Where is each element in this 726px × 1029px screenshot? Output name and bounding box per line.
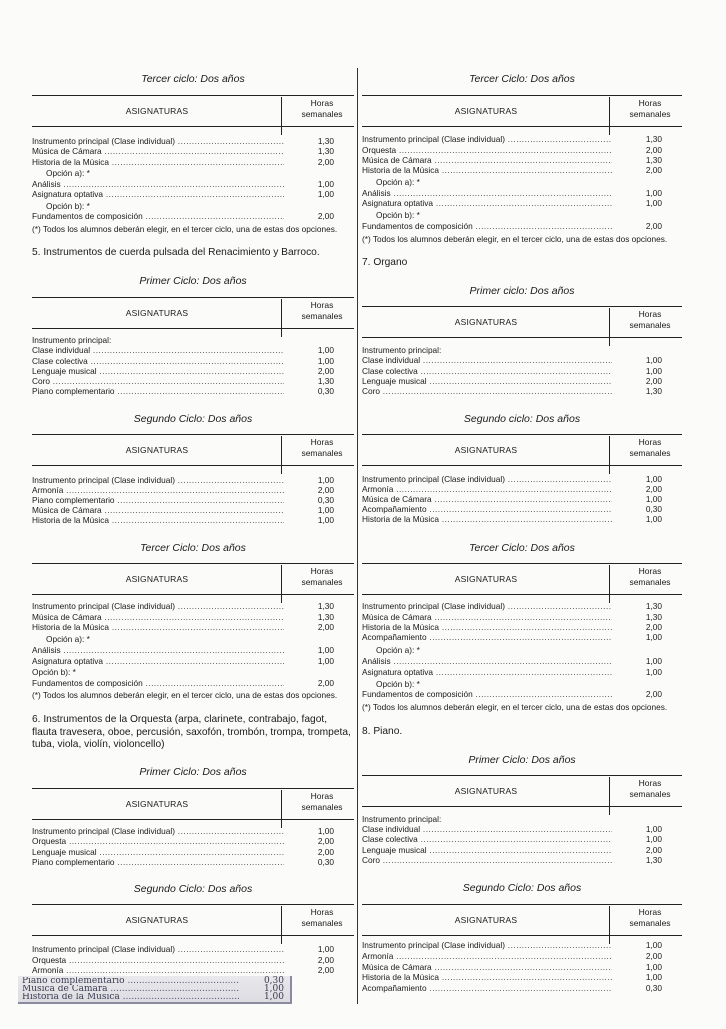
table-row [362, 940, 682, 951]
row-value: 1,30 [645, 386, 662, 396]
row-value: 2,00 [317, 366, 334, 376]
section-7-heading: 7. Organo [362, 257, 408, 268]
table-row [362, 514, 682, 525]
row-label: Instrumento principal (Clase individual) ..... [362, 940, 612, 951]
row-label: Orquesta ..... [32, 955, 284, 966]
strip-label: Piano complementario ..... [22, 977, 240, 986]
row-value: 2,00 [645, 845, 662, 855]
row-label: Instrumento principal (Clase individual) ..... [32, 601, 284, 612]
row-label: Coro ..... [362, 386, 612, 397]
table-row [32, 601, 354, 612]
column-header-asignaturas: ASIGNATURAS [125, 308, 189, 318]
table-header [32, 788, 354, 820]
row-label: Clase individual ..... [362, 824, 612, 835]
table-row [32, 189, 354, 200]
row-value: 2,00 [317, 955, 334, 965]
column-header-asignaturas: ASIGNATURAS [125, 915, 189, 925]
cycle-title: Primer Ciclo: Dos años [468, 754, 576, 766]
row-value: 1,00 [317, 189, 334, 199]
column-header-asignaturas: ASIGNATURAS [454, 786, 518, 796]
row-value: 1,00 [317, 179, 334, 189]
row-value: 0,30 [317, 386, 334, 396]
row-label: Acompañamiento ..... [362, 983, 612, 994]
row-value: 2,00 [645, 689, 662, 699]
row-value: 1,00 [645, 514, 662, 524]
row-value: 1,30 [317, 136, 334, 146]
row-value: 2,00 [645, 484, 662, 494]
row-value: 2,00 [317, 678, 334, 688]
table-row [32, 836, 354, 847]
table-row [362, 210, 682, 221]
table-row [32, 645, 354, 656]
section-8-heading: 8. Piano. [362, 726, 403, 737]
row-value: 2,00 [317, 485, 334, 495]
row-label: Instrumento principal (Clase individual) ..... [32, 944, 284, 955]
row-label: Opción a): * [46, 634, 90, 644]
cycle-title: Primer Ciclo: Dos años [139, 766, 247, 778]
row-label: Piano complementario ..... [32, 857, 284, 868]
table-header [362, 563, 682, 595]
row-label: Acompañamiento ..... [362, 632, 612, 643]
strip-label: Música de Cámara ..... [22, 985, 240, 994]
column-header-asignaturas: ASIGNATURAS [454, 317, 518, 327]
row-label: Historia de la Música ..... [32, 622, 284, 633]
row-value: 0,30 [317, 495, 334, 505]
row-label: Fundamentos de composición ..... [32, 678, 284, 689]
table-header [362, 306, 682, 338]
table-row [32, 345, 354, 356]
scanned-insert-strip [18, 976, 292, 1004]
column-header-horas: Horas semanales [629, 778, 671, 799]
row-label: Análisis ..... [362, 656, 612, 667]
header-separator [609, 97, 610, 135]
row-label: Música de Cámara ..... [32, 146, 284, 157]
row-label: Orquesta ..... [362, 145, 612, 156]
footnote: (*) Todos los alumnos deberán elegir, en el tercer ciclo, una de estas dos opciones. [32, 224, 338, 234]
row-label: Orquesta ..... [32, 836, 284, 847]
row-label: Clase individual ..... [32, 345, 284, 356]
row-label: Instrumento principal (Clase individual) ..... [32, 475, 284, 486]
column-header-horas: Horas semanales [301, 437, 343, 458]
header-separator [609, 565, 610, 603]
cycle-title: Segundo ciclo: Dos años [463, 413, 581, 425]
row-label: Historia de la Música ..... [362, 622, 612, 633]
row-value: 1,00 [645, 824, 662, 834]
row-value: 1,00 [645, 667, 662, 677]
table-row [32, 667, 354, 678]
column-header-horas: Horas semanales [301, 907, 343, 928]
row-label: Lenguaje musical ..... [362, 845, 612, 856]
table-header [362, 775, 682, 807]
row-label: Música de Cámara ..... [32, 505, 284, 516]
column-header-asignaturas: ASIGNATURAS [125, 574, 189, 584]
row-label: Instrumento principal (Clase individual) ..... [362, 601, 612, 612]
row-label: Clase colectiva ..... [362, 834, 612, 845]
table-header [32, 95, 354, 127]
row-value: 2,00 [317, 965, 334, 975]
row-value: 1,30 [317, 146, 334, 156]
table-row [32, 168, 354, 179]
row-label: Instrumento principal (Clase individual) ..... [362, 134, 612, 145]
row-value: 1,00 [645, 355, 662, 365]
cycle-title: Segundo Ciclo: Dos años [133, 413, 253, 425]
column-header-horas: Horas semanales [301, 566, 343, 587]
row-value: 1,00 [317, 505, 334, 515]
row-value: 1,00 [317, 645, 334, 655]
header-separator [609, 906, 610, 944]
row-value: 1,00 [645, 972, 662, 982]
row-label: Opción a): * [376, 177, 420, 187]
row-value: 2,00 [317, 847, 334, 857]
row-label: Armonía ..... [32, 965, 284, 976]
row-value: 1,30 [645, 601, 662, 611]
strip-value: 1,00 [263, 992, 284, 1002]
column-header-horas: Horas semanales [629, 566, 671, 587]
column-header-asignaturas: ASIGNATURAS [454, 106, 518, 116]
row-label: Instrumento principal: [32, 335, 112, 345]
header-separator [281, 906, 282, 944]
row-label: Asignatura optativa ..... [32, 656, 284, 667]
cycle-title: Tercer Ciclo: Dos años [140, 542, 246, 554]
column-header-asignaturas: ASIGNATURAS [454, 915, 518, 925]
table-row [362, 198, 682, 209]
row-label: Opción b): * [376, 679, 420, 689]
header-separator [281, 436, 282, 474]
row-label: Opción a): * [376, 645, 420, 655]
cycle-title: Tercer Ciclo: Dos años [469, 542, 575, 554]
row-label: Instrumento principal: [362, 814, 442, 824]
row-value: 2,00 [645, 221, 662, 231]
row-value: 1,00 [317, 944, 334, 954]
row-value: 1,30 [317, 612, 334, 622]
table-header [32, 563, 354, 595]
table-row [32, 515, 354, 526]
row-value: 1,00 [645, 656, 662, 666]
row-label: Instrumento principal: [362, 345, 442, 355]
row-value: 1,00 [645, 198, 662, 208]
row-label: Música de Cámara ..... [362, 155, 612, 166]
column-header-asignaturas: ASIGNATURAS [125, 445, 189, 455]
row-label: Opción b): * [32, 667, 76, 677]
table-row [32, 634, 354, 645]
table-row [32, 965, 354, 976]
row-value: 0,30 [317, 857, 334, 867]
column-header-asignaturas: ASIGNATURAS [454, 574, 518, 584]
row-value: 2,00 [645, 951, 662, 961]
row-label: Análisis ..... [32, 179, 284, 190]
row-value: 1,00 [317, 475, 334, 485]
row-label: Música de Cámara ..... [362, 612, 612, 623]
column-header-asignaturas: ASIGNATURAS [454, 445, 518, 455]
footnote: (*) Todos los alumnos deberán elegir, en el tercer ciclo, una de estas dos opciones. [362, 702, 668, 712]
table-row [32, 157, 354, 168]
row-label: Clase colectiva ..... [32, 356, 284, 367]
table-header [362, 904, 682, 936]
strip-label: Historia de la Música ..... [22, 993, 240, 1002]
strip-row [22, 993, 284, 1002]
row-label: Coro ..... [32, 376, 284, 387]
table-header [362, 434, 682, 466]
row-value: 0,30 [645, 983, 662, 993]
row-value: 1,30 [645, 134, 662, 144]
row-label: Música de Cámara ..... [32, 612, 284, 623]
table-row [362, 601, 682, 612]
column-header-horas: Horas semanales [629, 98, 671, 119]
row-label: Instrumento principal (Clase individual) ..... [32, 826, 284, 837]
table-row [32, 211, 354, 222]
cycle-title: Segundo Ciclo: Dos años [462, 882, 582, 894]
table-row [362, 221, 682, 232]
footnote: (*) Todos los alumnos deberán elegir, en el tercer ciclo, una de estas dos opciones. [362, 234, 668, 244]
row-label: Historia de la Música ..... [362, 165, 612, 176]
row-label: Música de Cámara ..... [362, 962, 612, 973]
column-header-horas: Horas semanales [301, 300, 343, 321]
table-row [362, 165, 682, 176]
row-value: 1,30 [317, 601, 334, 611]
row-label: Instrumento principal (Clase individual) ..... [362, 474, 612, 485]
row-value: 1,00 [645, 366, 662, 376]
row-label: Piano complementario ..... [32, 386, 284, 397]
table-row [362, 855, 682, 866]
cycle-title: Primer Ciclo: Dos años [139, 275, 247, 287]
row-value: 1,00 [645, 188, 662, 198]
footnote: (*) Todos los alumnos deberán elegir, en el tercer ciclo, una de estas dos opciones. [32, 690, 338, 700]
table-row [362, 667, 682, 678]
table-row [32, 857, 354, 868]
row-label: Fundamentos de composición ..... [362, 689, 612, 700]
table-row [362, 645, 682, 656]
table-row [362, 834, 682, 845]
row-label: Piano complementario ..... [32, 495, 284, 506]
row-value: 1,00 [645, 940, 662, 950]
table-header [362, 95, 682, 127]
row-value: 1,00 [317, 656, 334, 666]
row-label: Asignatura optativa ..... [362, 667, 612, 678]
table-row [32, 622, 354, 633]
row-label: Opción b): * [46, 201, 90, 211]
table-row [362, 134, 682, 145]
row-value: 2,00 [317, 211, 334, 221]
table-row [32, 944, 354, 955]
row-value: 1,00 [317, 826, 334, 836]
strip-value: 0,30 [263, 976, 284, 986]
cycle-title: Tercer Ciclo: Dos años [469, 73, 575, 85]
table-header [32, 434, 354, 466]
row-label: Lenguaje musical ..... [32, 847, 284, 858]
row-label: Música de Cámara ..... [362, 494, 612, 505]
column-header-horas: Horas semanales [301, 98, 343, 119]
row-label: Armonía ..... [362, 484, 612, 495]
header-separator [609, 777, 610, 815]
table-header [32, 297, 354, 329]
row-value: 2,00 [645, 145, 662, 155]
row-label: Fundamentos de composición ..... [362, 221, 612, 232]
row-label: Asignatura optativa ..... [362, 198, 612, 209]
table-row [362, 951, 682, 962]
table-row [362, 689, 682, 700]
header-separator [281, 790, 282, 828]
row-label: Fundamentos de composición ..... [32, 211, 284, 222]
row-value: 1,30 [645, 855, 662, 865]
row-value: 1,00 [645, 494, 662, 504]
section-5-heading: 5. Instrumentos de cuerda pulsada del Renacimiento y Barroco. [32, 247, 320, 258]
row-value: 1,30 [317, 376, 334, 386]
table-row [362, 177, 682, 188]
table-row [32, 146, 354, 157]
table-row [32, 656, 354, 667]
row-value: 1,00 [317, 345, 334, 355]
cycle-title: Tercer ciclo: Dos años [141, 73, 245, 85]
row-value: 2,00 [645, 622, 662, 632]
row-label: Armonía ..... [362, 951, 612, 962]
header-separator [609, 436, 610, 474]
row-label: Coro ..... [362, 855, 612, 866]
row-value: 1,30 [645, 612, 662, 622]
row-label: Historia de la Música ..... [362, 972, 612, 983]
cycle-title: Primer ciclo: Dos años [469, 285, 575, 297]
row-label: Historia de la Música ..... [32, 157, 284, 168]
row-value: 1,00 [645, 474, 662, 484]
row-label: Historia de la Música ..... [362, 514, 612, 525]
row-value: 1,30 [645, 155, 662, 165]
row-value: 0,30 [645, 504, 662, 514]
column-header-horas: Horas semanales [629, 309, 671, 330]
row-label: Armonía ..... [32, 485, 284, 496]
column-header-horas: Horas semanales [629, 437, 671, 458]
header-separator [281, 565, 282, 603]
table-row [362, 632, 682, 643]
table-row [362, 983, 682, 994]
row-value: 2,00 [645, 376, 662, 386]
table-header [32, 904, 354, 936]
row-value: 1,00 [645, 962, 662, 972]
row-label: Opción a): * [46, 168, 90, 178]
row-label: Asignatura optativa ..... [32, 189, 284, 200]
row-label: Lenguaje musical ..... [32, 366, 284, 377]
row-label: Lenguaje musical ..... [362, 376, 612, 387]
column-header-horas: Horas semanales [301, 791, 343, 812]
row-label: Clase colectiva ..... [362, 366, 612, 377]
table-row [362, 656, 682, 667]
row-value: 2,00 [317, 157, 334, 167]
column-divider [357, 68, 358, 1004]
header-separator [281, 299, 282, 337]
cycle-title: Segundo Ciclo: Dos años [133, 883, 253, 895]
table-row [32, 678, 354, 689]
row-label: Análisis ..... [32, 645, 284, 656]
table-row [362, 972, 682, 983]
header-separator [609, 308, 610, 346]
strip-value: 1,00 [263, 984, 284, 994]
column-header-horas: Horas semanales [629, 907, 671, 928]
row-label: Historia de la Música ..... [32, 515, 284, 526]
row-label: Instrumento principal (Clase individual) ..... [32, 136, 284, 147]
row-value: 2,00 [317, 836, 334, 846]
row-value: 1,00 [317, 515, 334, 525]
section-6-heading: 6. Instrumentos de la Orquesta (arpa, clarinete, contrabajo, fagot, flauta travesera, oboe, percusión, saxofón, trombón, trompa, trompeta, tuba, viola, violín, violoncello) [32, 714, 351, 750]
table-row [32, 386, 354, 397]
row-label: Opción b): * [376, 210, 420, 220]
column-header-asignaturas: ASIGNATURAS [125, 106, 189, 116]
row-label: Análisis ..... [362, 188, 612, 199]
row-value: 1,00 [645, 834, 662, 844]
header-separator [281, 97, 282, 135]
row-label: Acompañamiento ..... [362, 504, 612, 515]
row-value: 1,00 [317, 356, 334, 366]
row-value: 1,00 [645, 632, 662, 642]
table-row [362, 386, 682, 397]
row-value: 2,00 [317, 622, 334, 632]
column-header-asignaturas: ASIGNATURAS [125, 799, 189, 809]
row-label: Clase individual ..... [362, 355, 612, 366]
row-value: 2,00 [645, 165, 662, 175]
table-row [362, 355, 682, 366]
